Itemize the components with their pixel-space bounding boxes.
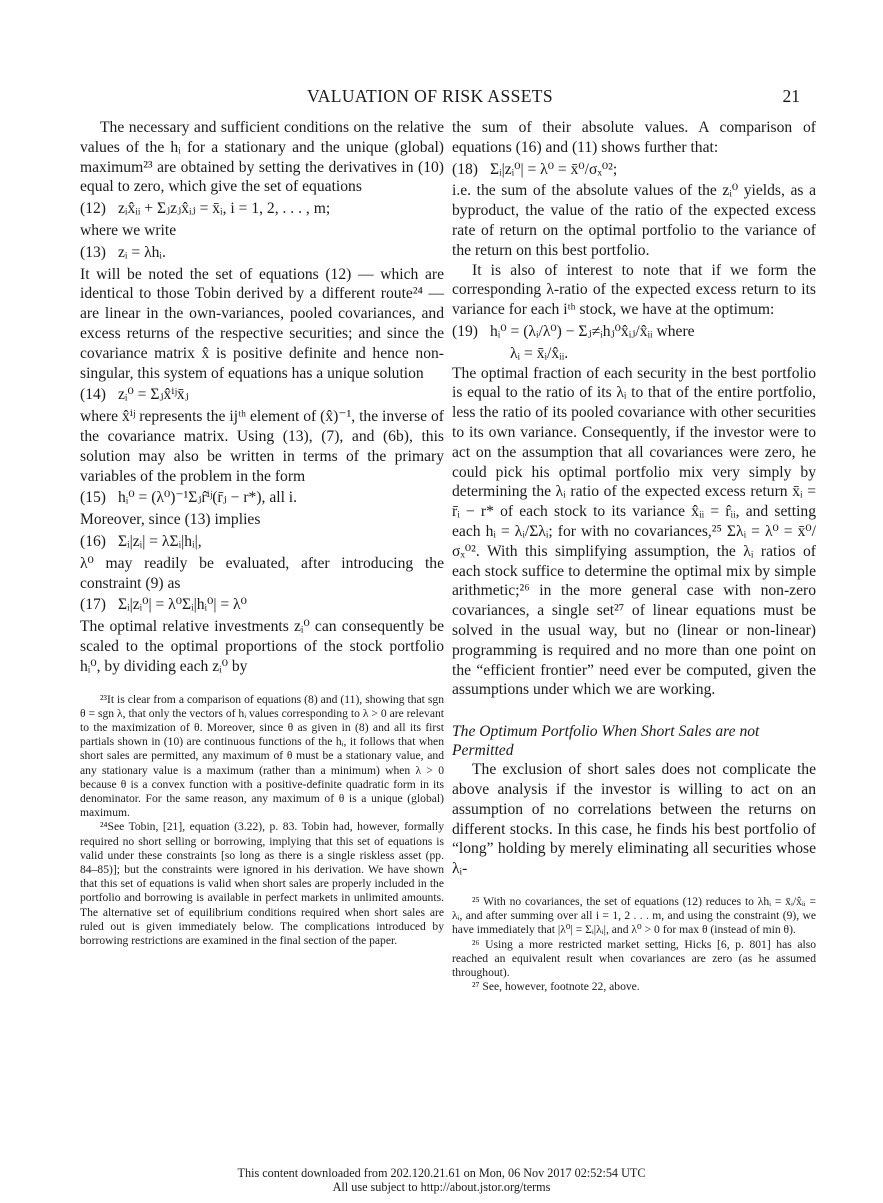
equation-number: (19) xyxy=(452,322,478,340)
footnote-24: ²⁴See Tobin, [21], equation (3.22), p. 83. Tobin had, however, formally required no short selling or borrowing, implying that this set of equations is valid under these constraints [so long as there is a single riskless asset (pp. 84–85)]; but the constraints were ignored in his derivation. We have shown that this set of equations is valid when short sales are properly included in the portfolio and borrowing is available in perfect markets in unlimited amounts. The alternative set of equilibrium conditions required when short sales are ruled out is given immediately below. The complications introduced by borrowing restrictions are examined in the final section of the paper. xyxy=(80,820,444,947)
equation-body: hᵢ⁰ = (λᵢ/λ⁰) − Σⱼ≠ᵢhⱼ⁰x̂ᵢⱼ/x̂ᵢᵢ where xyxy=(490,322,695,340)
equation-number: (18) xyxy=(452,160,478,178)
paragraph: The necessary and sufficient conditions on the relative values of the hᵢ for a stationary and the unique (global) maximum²³ are obtained by setting the derivatives in (10) equal to zero, which give the set of equations xyxy=(80,119,444,196)
paragraph: where x̂ⁱʲ represents the ijᵗʰ element of (x̂)⁻¹, the inverse of the covariance matrix. Using (13), (7), and (6b), this solution may also be written in terms of the primary variables of the problem in the form xyxy=(80,408,444,485)
equation-number: (15) xyxy=(80,489,106,507)
paragraph: λ⁰ may readily be evaluated, after introducing the constraint (9) as xyxy=(80,554,444,592)
terms-notice-line: All use subject to http://about.jstor.org/terms xyxy=(332,1180,551,1194)
equation-16 xyxy=(80,532,444,552)
equation-number: (14) xyxy=(80,386,106,404)
equation-13 xyxy=(80,243,444,263)
equation-number: (16) xyxy=(80,532,106,550)
paragraph: The optimal relative investments zᵢ⁰ can consequently be scaled to the optimal proportions of the stock portfolio hᵢ⁰, by dividing each zᵢ⁰ by xyxy=(80,618,444,675)
equation-18 xyxy=(452,160,816,180)
equation-12 xyxy=(80,199,444,219)
equation-body: zᵢx̂ᵢᵢ + Σⱼzⱼx̂ᵢⱼ = x̄ᵢ, i = 1, 2, . . . , m; xyxy=(118,200,331,218)
download-notice-line: This content downloaded from 202.120.21.61 on Mon, 06 Nov 2017 02:52:54 UTC xyxy=(237,1166,646,1180)
right-column xyxy=(452,118,816,994)
equation-number: (17) xyxy=(80,596,106,614)
download-notice xyxy=(0,1166,883,1194)
page-header xyxy=(60,86,800,108)
equation-body: Σᵢ|zᵢ| = λΣᵢ|hᵢ|, xyxy=(118,532,202,550)
paragraph: i.e. the sum of the absolute values of the zᵢ⁰ yields, as a byproduct, the value of the ratio of the expected excess rate of return on the optimal portfolio to the variance of the return on this best portfolio. xyxy=(452,182,816,259)
paragraph: It is also of interest to note that if we form the corresponding λ-ratio of the expected excess return to its variance for each iᵗʰ stock, we have at the optimum: xyxy=(452,261,816,319)
left-column xyxy=(80,118,444,948)
equation-15 xyxy=(80,488,444,508)
equation-17 xyxy=(80,595,444,615)
footnote-26: ²⁶ Using a more restricted market setting, Hicks [6, p. 801] has also reached an equivalent result when covariances are zero (as he assumed throughout). xyxy=(452,937,816,979)
paragraph: the sum of their absolute values. A comparison of equations (16) and (11) shows further that: xyxy=(452,119,816,156)
equation-14 xyxy=(80,385,444,405)
footnote-23: ²³It is clear from a comparison of equations (8) and (11), showing that sgn θ = sgn λ, that only the vectors of hᵢ values corresponding to λ > 0 are relevant to the maximization of θ. Moreover, since θ as given in (8) and all its first partials shown in (10) are continuous functions of the hᵢ, it follows that when short sales are permitted, any maximum of θ must be a stationary value, and any stationary value is a maximum (rather than a minimum) when λ > 0 because θ is a convex function with a positive-definite quadratic form in its denominator. For the same reason, any maximum of θ is a unique (global) maximum. xyxy=(80,692,444,820)
equation-body: zᵢ⁰ = Σⱼx̂ⁱʲx̄ⱼ xyxy=(118,386,189,404)
equation-body: hᵢ⁰ = (λ⁰)⁻¹Σⱼr̂ⁱʲ(r̄ⱼ − r*), all i. xyxy=(118,489,298,507)
page-number: 21 xyxy=(782,86,800,106)
equation-body: Σᵢ|zᵢ⁰| = λ⁰Σᵢ|hᵢ⁰| = λ⁰ xyxy=(118,596,247,614)
equation-number: (13) xyxy=(80,243,106,261)
paragraph: The exclusion of short sales does not complicate the above analysis if the investor is willing to act on an assumption of no correlations between the returns on different stocks. In this case, he finds his best portfolio of “long” holding by merely eliminating all securities whose λᵢ- xyxy=(452,761,816,878)
running-title: VALUATION OF RISK ASSETS xyxy=(306,86,554,106)
equation-number: (12) xyxy=(80,200,106,218)
equation-body: zᵢ = λhᵢ. xyxy=(118,243,166,261)
equation-19 xyxy=(452,322,816,342)
paragraph: where we write xyxy=(80,221,177,239)
footnote-25: ²⁵ With no covariances, the set of equations (12) reduces to λhᵢ = x̄ᵢ/x̂ᵢᵢ = λᵢ, and after summing over all i = 1, 2 . . . m, and using the constraint (9), we have immediately that |λ⁰| = Σᵢ|λᵢ|, and λ⁰ > 0 for max θ (instead of min θ). xyxy=(452,894,816,937)
section-heading: The Optimum Portfolio When Short Sales are not Permitted xyxy=(452,723,760,760)
footnote-27: ²⁷ See, however, footnote 22, above. xyxy=(472,980,640,994)
paragraph: Moreover, since (13) implies xyxy=(80,511,261,529)
paragraph: It will be noted the set of equations (12) — which are identical to those Tobin derived by a different route²⁴ — are linear in the own-variances, pooled covariances, and excess returns of the respective securities; and since the covariance matrix x̂ is positive definite and hence non-singular, this system of equations has a unique solution xyxy=(80,265,444,382)
equation-body: Σᵢ|zᵢ⁰| = λ⁰ = x̄⁰/σₓ⁰²; xyxy=(490,160,618,178)
equation-19-line-2: λᵢ = x̄ᵢ/x̂ᵢᵢ. xyxy=(510,344,569,362)
paragraph: The optimal fraction of each security in the best portfolio is equal to the ratio of its λᵢ to that of the entire portfolio, less the ratio of its pooled covariance with other securities to its own variance. Consequently, if the investor were to act on the assumption that all covariances were zero, he could pick his optimal portfolio mix very simply by determining the λᵢ ratio of the expected excess return x̄ᵢ = r̄ᵢ − r* of each stock to its variance x̂ᵢᵢ = r̂ᵢᵢ, and setting each hᵢ = λᵢ/Σλᵢ; for with no covariances,²⁵ Σλᵢ = λ⁰ = x̄⁰/σₓ⁰². With this simplifying assumption, the λᵢ ratios of each stock suffice to determine the optimal mix by simple arithmetic;²⁶ in the more general case with non-zero covariances, a single set²⁷ of linear equations must be solved in the usual way, but no (linear or non-linear) programming is required and no more than one point on the “efficient frontier” need ever be computed, given the assumptions under which we are working. xyxy=(452,364,816,699)
